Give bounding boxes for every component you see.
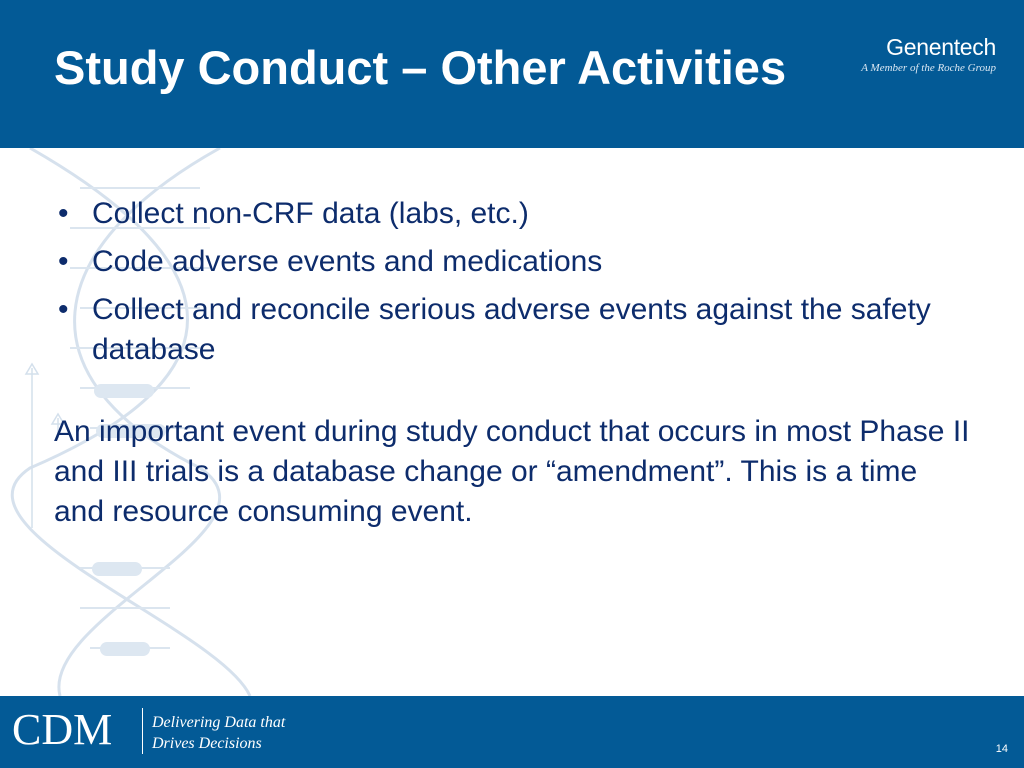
bullet-item — [54, 194, 974, 234]
body-paragraph: An important event during study conduct that occurs in most Phase II and III trials is a database change or “amendment”. This is a time and resource consuming event. — [54, 415, 970, 528]
bullet-text: Code adverse events and medications — [92, 245, 603, 278]
tagline-line-1: Delivering Data that — [152, 714, 286, 731]
page-number: 14 — [995, 743, 1008, 755]
bullet-icon: • — [58, 197, 69, 230]
cdm-logo: CDM — [12, 705, 113, 754]
slide-title: Study Conduct – Other Activities — [54, 41, 787, 94]
bullet-item — [54, 242, 974, 282]
footer-bar — [0, 696, 1024, 768]
bullet-text: Collect non-CRF data (labs, etc.) — [92, 197, 529, 230]
footer-divider — [142, 708, 143, 754]
header-bar — [0, 0, 1024, 148]
footer-tagline — [152, 712, 285, 754]
logo-tagline: A Member of the Roche Group — [861, 62, 996, 74]
slide-body — [54, 194, 974, 532]
bullet-list — [54, 194, 974, 370]
tagline-line-2: Drives Decisions — [152, 735, 262, 752]
bullet-item — [54, 290, 974, 370]
bullet-icon: • — [58, 293, 69, 326]
bullet-icon: • — [58, 245, 69, 278]
bullet-text: Collect and reconcile serious adverse events against the safety database — [92, 293, 931, 366]
logo-name: Genentech — [886, 34, 996, 60]
genentech-logo — [862, 36, 1012, 82]
